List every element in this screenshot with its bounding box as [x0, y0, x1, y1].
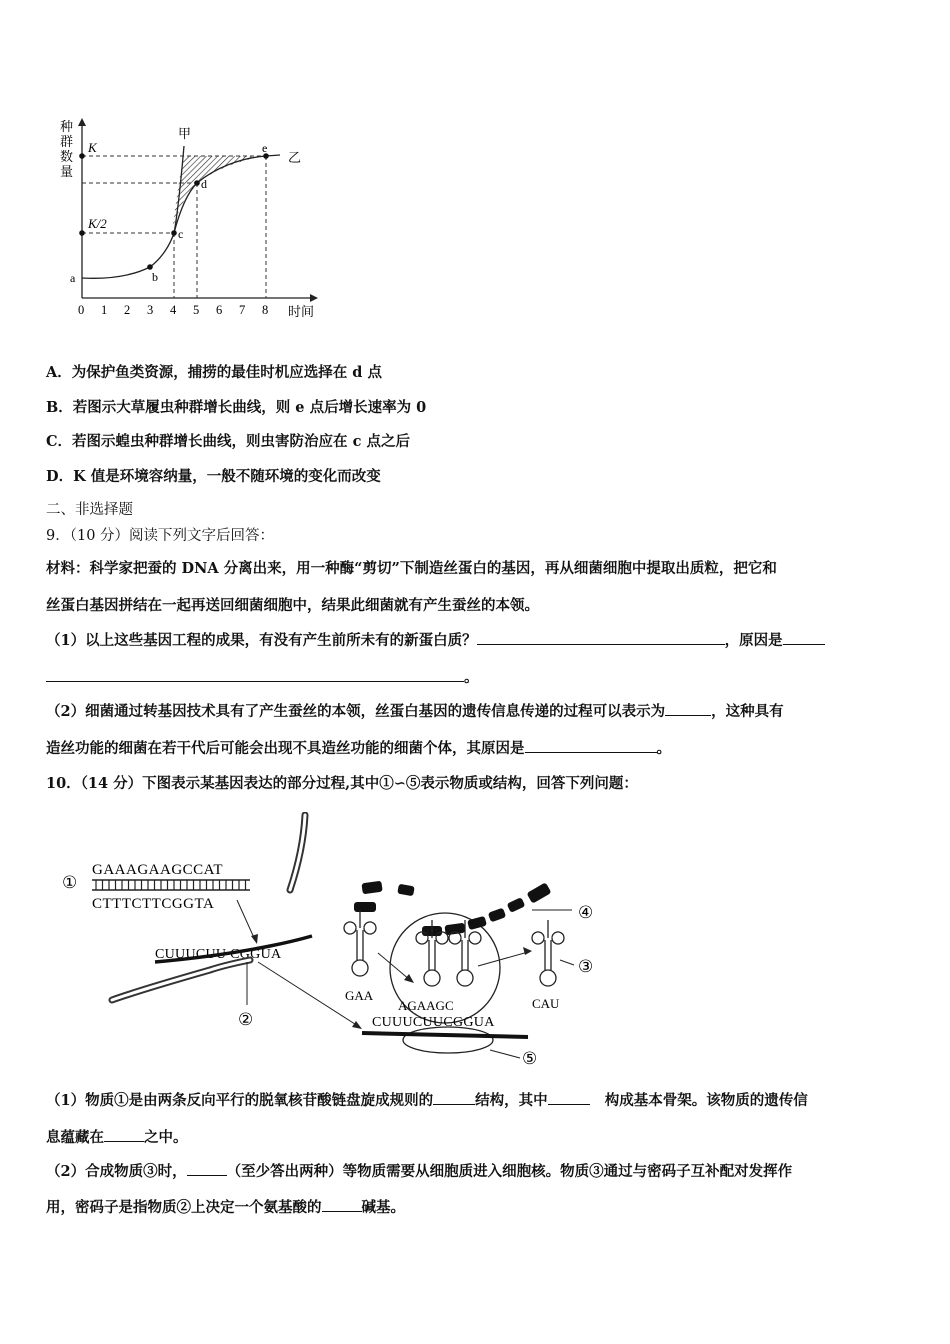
point-b: b	[152, 270, 158, 284]
q9-part1-text-b: ，原因是	[724, 632, 783, 649]
population-growth-graph	[55, 118, 345, 328]
q9-heading: 9．（10 分）阅读下列文字后回答：	[46, 528, 275, 544]
answer-blank[interactable]	[46, 667, 464, 682]
trna-shape	[532, 920, 564, 986]
x-tick-7: 7	[239, 303, 246, 317]
label-3: ③	[578, 957, 594, 976]
answer-blank[interactable]	[783, 630, 825, 645]
q9-material-2: 丝蛋白基因拼结在一起再送回细菌细胞中，结果此细菌就有产生蚕丝的本领。	[46, 597, 539, 614]
point-c: c	[178, 227, 184, 241]
trna-shape	[416, 920, 448, 986]
x-tick-2: 2	[124, 303, 131, 317]
x-tick-1: 1	[101, 303, 108, 317]
q10-part1-text-b: 结构，其中	[475, 1092, 548, 1109]
gene-expression-figure	[55, 812, 615, 1077]
q9-part1	[46, 629, 825, 650]
answer-blank[interactable]	[104, 1127, 144, 1142]
label-2: ②	[238, 1010, 254, 1029]
q10-part1-text: （1）物质①是由两条反向平行的脱氧核苷酸链盘旋成规则的	[46, 1092, 434, 1109]
q10-part1	[46, 1089, 808, 1110]
y-axis-label-1: 种	[60, 119, 74, 134]
section-heading: 二、非选择题	[46, 502, 133, 518]
q9-part2-end: 。	[656, 740, 671, 757]
q10-part2-text-d: 碱基。	[361, 1199, 405, 1216]
anticodon-1: GAA	[345, 988, 374, 1003]
x-tick-8: 8	[262, 303, 269, 317]
label-5: ⑤	[522, 1049, 538, 1068]
q9-part1-text: （1）以上这些基因工程的成果，有没有产生前所未有的新蛋白质？	[46, 632, 477, 649]
q9-part2-cont	[46, 737, 671, 758]
option-c: C．若图示蝗虫种群增长曲线，则虫害防治应在 c 点之后	[46, 433, 410, 450]
point-a: a	[70, 271, 76, 285]
x-tick-6: 6	[216, 303, 223, 317]
q9-part1-end: 。	[464, 669, 479, 686]
trna-shape	[344, 910, 376, 976]
option-d: D．K 值是环境容纳量，一般不随环境的变化而改变	[46, 468, 381, 485]
x-tick-4: 4	[170, 303, 177, 317]
mrna-right-sequence: CUUUCUUCGGUA	[372, 1015, 495, 1030]
point-d: d	[201, 177, 207, 191]
q10-part1-text-e: 之中。	[144, 1129, 188, 1146]
answer-blank[interactable]	[322, 1197, 362, 1212]
anticodon-3: CAU	[532, 996, 560, 1011]
q10-part1-cont	[46, 1126, 188, 1147]
label-1: ①	[62, 873, 78, 892]
answer-blank[interactable]	[187, 1161, 227, 1176]
curve-jia-label: 甲	[178, 126, 192, 141]
answer-blank[interactable]	[548, 1090, 590, 1105]
answer-blank[interactable]	[665, 701, 711, 716]
dna-bottom-strand: CTTTCTTCGGTA	[92, 896, 215, 912]
q10-part2-cont	[46, 1196, 405, 1217]
q9-part2-text-b: ，这种具有	[711, 703, 784, 720]
q9-part2	[46, 700, 784, 721]
q10-part1-text-c: 构成基本骨架。该物质的遗传信	[604, 1092, 808, 1109]
k-label: K	[88, 140, 97, 155]
x-tick-3: 3	[147, 303, 154, 317]
answer-blank[interactable]	[433, 1090, 475, 1105]
label-4: ④	[578, 903, 594, 922]
y-axis-label-2: 群	[60, 134, 74, 149]
y-axis-label-3: 数	[60, 149, 74, 164]
q10-heading: 10．（14 分）下图表示某基因表达的部分过程,其中①∽⑤表示物质或结构，回答下列问题：	[46, 775, 638, 792]
q9-material-1: 材料：科学家把蚕的 DNA 分离出来，用一种酶“剪切”下制造丝蛋白的基因，再从细菌细胞中提取出质粒，把它和	[46, 560, 777, 577]
y-axis-label-4: 量	[60, 164, 74, 179]
point-e: e	[262, 141, 268, 155]
q10-part2-text-b: （至少答出两种）等物质需要从细胞质进入细胞核。物质③通过与密码子互补配对发挥作	[226, 1163, 793, 1180]
mrna-left-sequence: CUUUCUU CGGUA	[155, 947, 282, 962]
q9-part2-text-c: 造丝功能的细菌在若干代后可能会出现不具造丝功能的细菌个体，其原因是	[46, 740, 525, 757]
anticodon-2: AGAAGC	[398, 998, 454, 1013]
answer-blank[interactable]	[525, 738, 657, 753]
k2-label: K/2	[88, 216, 107, 231]
q9-part1-cont	[46, 666, 479, 687]
q10-part1-text-d: 息蕴藏在	[46, 1129, 104, 1146]
dna-top-strand: GAAAGAAGCCAT	[92, 862, 224, 878]
option-b: B．若图示大草履虫种群增长曲线，则 e 点后增长速率为 0	[46, 399, 427, 416]
q10-part2-text-c: 用，密码子是指物质②上决定一个氨基酸的	[46, 1199, 322, 1216]
x-tick-5: 5	[193, 303, 200, 317]
q10-part2-text: （2）合成物质③时，	[46, 1163, 187, 1180]
option-a: A．为保护鱼类资源，捕捞的最佳时机应选择在 d 点	[46, 364, 382, 381]
q10-part2	[46, 1160, 792, 1181]
x-axis-label: 时间	[288, 304, 315, 319]
answer-blank[interactable]	[477, 630, 725, 645]
q9-part2-text: （2）细菌通过转基因技术具有了产生蚕丝的本领，丝蛋白基因的遗传信息传递的过程可以表示为	[46, 703, 666, 720]
curve-yi-label: 乙	[288, 150, 302, 165]
x-tick-0: 0	[78, 303, 85, 317]
